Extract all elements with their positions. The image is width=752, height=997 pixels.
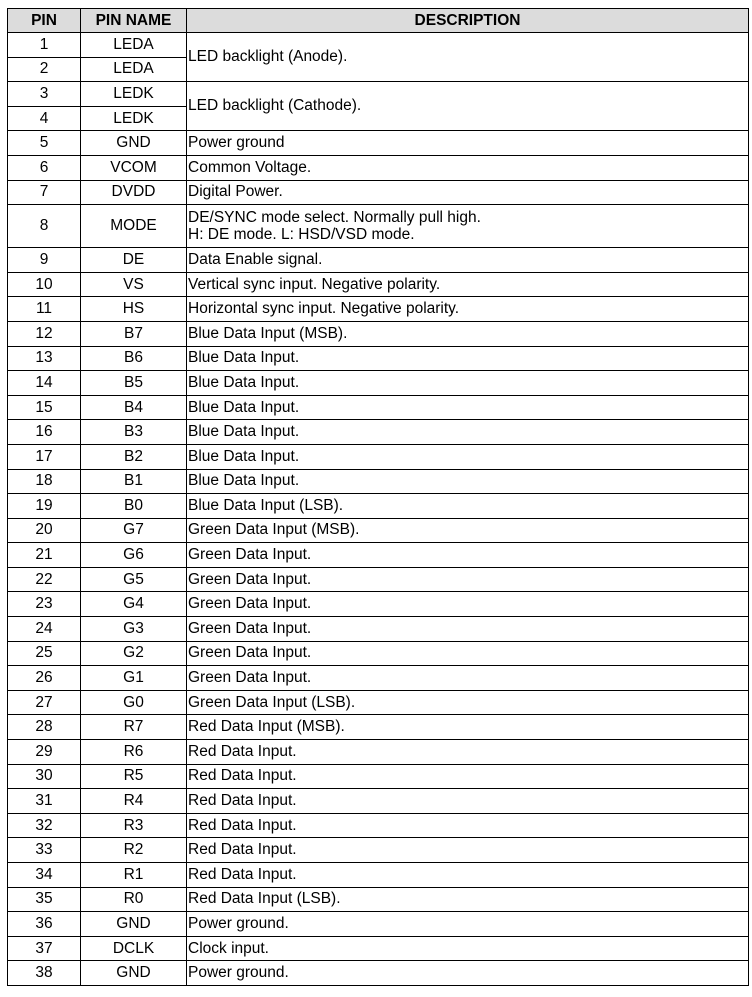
pin-number-cell: 12 <box>8 321 81 346</box>
pin-name-cell: G7 <box>81 518 187 543</box>
table-row <box>8 131 749 156</box>
description-cell: Digital Power. <box>187 180 749 205</box>
table-row <box>8 666 749 691</box>
description-cell: Blue Data Input (LSB). <box>187 494 749 519</box>
pin-name-cell: DE <box>81 248 187 273</box>
table-row <box>8 567 749 592</box>
pin-number-cell: 20 <box>8 518 81 543</box>
description-cell: Red Data Input (LSB). <box>187 887 749 912</box>
pin-name-cell: G5 <box>81 567 187 592</box>
description-cell: Power ground <box>187 131 749 156</box>
description-cell: Green Data Input. <box>187 666 749 691</box>
pin-number-cell: 33 <box>8 838 81 863</box>
pin-name-cell: LEDA <box>81 57 187 82</box>
pin-number-cell: 34 <box>8 863 81 888</box>
table-row <box>8 887 749 912</box>
header-description: DESCRIPTION <box>187 9 749 33</box>
table-row <box>8 543 749 568</box>
pin-name-cell: R0 <box>81 887 187 912</box>
description-cell: Blue Data Input. <box>187 469 749 494</box>
pin-number-cell: 16 <box>8 420 81 445</box>
pin-name-cell: R6 <box>81 740 187 765</box>
pin-number-cell: 8 <box>8 205 81 248</box>
pin-number-cell: 17 <box>8 444 81 469</box>
pin-name-cell: G3 <box>81 617 187 642</box>
description-cell: Red Data Input. <box>187 740 749 765</box>
table-row <box>8 297 749 322</box>
table-row <box>8 518 749 543</box>
description-cell: Horizontal sync input. Negative polarity. <box>187 297 749 322</box>
table-row <box>8 155 749 180</box>
pin-number-cell: 27 <box>8 690 81 715</box>
pin-number-cell: 11 <box>8 297 81 322</box>
pin-name-cell: G2 <box>81 641 187 666</box>
pin-number-cell: 19 <box>8 494 81 519</box>
pin-name-cell: DVDD <box>81 180 187 205</box>
description-cell: Power ground. <box>187 961 749 986</box>
table-row <box>8 272 749 297</box>
table-row <box>8 789 749 814</box>
header-pin-name: PIN NAME <box>81 9 187 33</box>
pin-number-cell: 18 <box>8 469 81 494</box>
pin-name-cell: B2 <box>81 444 187 469</box>
description-cell: Blue Data Input. <box>187 444 749 469</box>
table-row <box>8 912 749 937</box>
pin-name-cell: R1 <box>81 863 187 888</box>
pin-name-cell: VCOM <box>81 155 187 180</box>
pin-name-cell: B0 <box>81 494 187 519</box>
description-cell <box>187 205 749 248</box>
pin-name-cell: R2 <box>81 838 187 863</box>
table-row <box>8 961 749 986</box>
pin-name-cell: B3 <box>81 420 187 445</box>
pin-number-cell: 4 <box>8 106 81 131</box>
table-row <box>8 764 749 789</box>
table-row <box>8 371 749 396</box>
pin-number-cell: 32 <box>8 813 81 838</box>
description-cell: Blue Data Input. <box>187 346 749 371</box>
pin-name-cell: G1 <box>81 666 187 691</box>
pin-name-cell: G4 <box>81 592 187 617</box>
description-cell: Red Data Input. <box>187 838 749 863</box>
pin-name-cell: LEDK <box>81 106 187 131</box>
pin-number-cell: 25 <box>8 641 81 666</box>
table-row <box>8 715 749 740</box>
table-row <box>8 321 749 346</box>
pin-number-cell: 21 <box>8 543 81 568</box>
description-cell: LED backlight (Anode). <box>187 33 749 82</box>
description-cell: Red Data Input. <box>187 863 749 888</box>
pin-name-cell: G0 <box>81 690 187 715</box>
table-row <box>8 444 749 469</box>
pin-number-cell: 37 <box>8 936 81 961</box>
table-row <box>8 617 749 642</box>
description-cell: LED backlight (Cathode). <box>187 82 749 131</box>
pin-name-cell: R5 <box>81 764 187 789</box>
description-line: H: DE mode. L: HSD/VSD mode. <box>188 226 415 244</box>
description-cell: Red Data Input. <box>187 813 749 838</box>
pin-name-cell: VS <box>81 272 187 297</box>
pin-number-cell: 7 <box>8 180 81 205</box>
description-cell: Green Data Input. <box>187 641 749 666</box>
pin-number-cell: 1 <box>8 33 81 58</box>
pin-assignment-table <box>7 8 749 986</box>
table-row <box>8 690 749 715</box>
pin-name-cell: GND <box>81 961 187 986</box>
table-row <box>8 33 749 58</box>
pin-name-cell: LEDK <box>81 82 187 107</box>
table-row <box>8 346 749 371</box>
table-row <box>8 248 749 273</box>
table-row <box>8 813 749 838</box>
pin-number-cell: 6 <box>8 155 81 180</box>
description-cell: Green Data Input. <box>187 592 749 617</box>
description-cell: Green Data Input. <box>187 617 749 642</box>
table-row <box>8 863 749 888</box>
description-cell: Green Data Input (LSB). <box>187 690 749 715</box>
pin-name-cell: GND <box>81 912 187 937</box>
pin-name-cell: GND <box>81 131 187 156</box>
pin-name-cell: MODE <box>81 205 187 248</box>
description-cell: Blue Data Input. <box>187 371 749 396</box>
pin-name-cell: G6 <box>81 543 187 568</box>
table-row <box>8 740 749 765</box>
description-cell: Green Data Input (MSB). <box>187 518 749 543</box>
pin-number-cell: 10 <box>8 272 81 297</box>
description-cell: Red Data Input. <box>187 764 749 789</box>
table-row <box>8 180 749 205</box>
table-row <box>8 420 749 445</box>
pin-number-cell: 9 <box>8 248 81 273</box>
header-row <box>8 9 749 33</box>
table-row <box>8 641 749 666</box>
description-cell: Common Voltage. <box>187 155 749 180</box>
pin-name-cell: B5 <box>81 371 187 396</box>
description-line: DE/SYNC mode select. Normally pull high. <box>188 209 481 227</box>
table-row <box>8 395 749 420</box>
description-cell: Red Data Input (MSB). <box>187 715 749 740</box>
pin-number-cell: 14 <box>8 371 81 396</box>
pin-number-cell: 29 <box>8 740 81 765</box>
description-cell: Blue Data Input. <box>187 420 749 445</box>
pin-name-cell: R3 <box>81 813 187 838</box>
description-cell: Green Data Input. <box>187 567 749 592</box>
description-cell: Data Enable signal. <box>187 248 749 273</box>
pin-number-cell: 35 <box>8 887 81 912</box>
table-body <box>8 33 749 986</box>
pin-name-cell: B1 <box>81 469 187 494</box>
pin-number-cell: 23 <box>8 592 81 617</box>
pin-name-cell: R7 <box>81 715 187 740</box>
pin-number-cell: 24 <box>8 617 81 642</box>
header-pin: PIN <box>8 9 81 33</box>
table-row <box>8 494 749 519</box>
description-cell: Green Data Input. <box>187 543 749 568</box>
pin-number-cell: 5 <box>8 131 81 156</box>
pin-number-cell: 31 <box>8 789 81 814</box>
pin-number-cell: 15 <box>8 395 81 420</box>
table-row <box>8 592 749 617</box>
description-cell: Power ground. <box>187 912 749 937</box>
description-cell: Blue Data Input (MSB). <box>187 321 749 346</box>
description-cell: Red Data Input. <box>187 789 749 814</box>
pin-number-cell: 28 <box>8 715 81 740</box>
table-row <box>8 469 749 494</box>
pin-number-cell: 2 <box>8 57 81 82</box>
pin-number-cell: 30 <box>8 764 81 789</box>
pin-name-cell: B7 <box>81 321 187 346</box>
pin-name-cell: DCLK <box>81 936 187 961</box>
pin-name-cell: HS <box>81 297 187 322</box>
pin-number-cell: 38 <box>8 961 81 986</box>
pin-name-cell: R4 <box>81 789 187 814</box>
pin-number-cell: 22 <box>8 567 81 592</box>
table-row <box>8 936 749 961</box>
table-row <box>8 205 749 248</box>
description-cell: Blue Data Input. <box>187 395 749 420</box>
pin-number-cell: 36 <box>8 912 81 937</box>
description-cell: Clock input. <box>187 936 749 961</box>
table-row <box>8 82 749 107</box>
pin-number-cell: 13 <box>8 346 81 371</box>
pin-number-cell: 3 <box>8 82 81 107</box>
pin-number-cell: 26 <box>8 666 81 691</box>
table-row <box>8 838 749 863</box>
pin-name-cell: B4 <box>81 395 187 420</box>
pin-name-cell: LEDA <box>81 33 187 58</box>
description-cell: Vertical sync input. Negative polarity. <box>187 272 749 297</box>
pin-name-cell: B6 <box>81 346 187 371</box>
